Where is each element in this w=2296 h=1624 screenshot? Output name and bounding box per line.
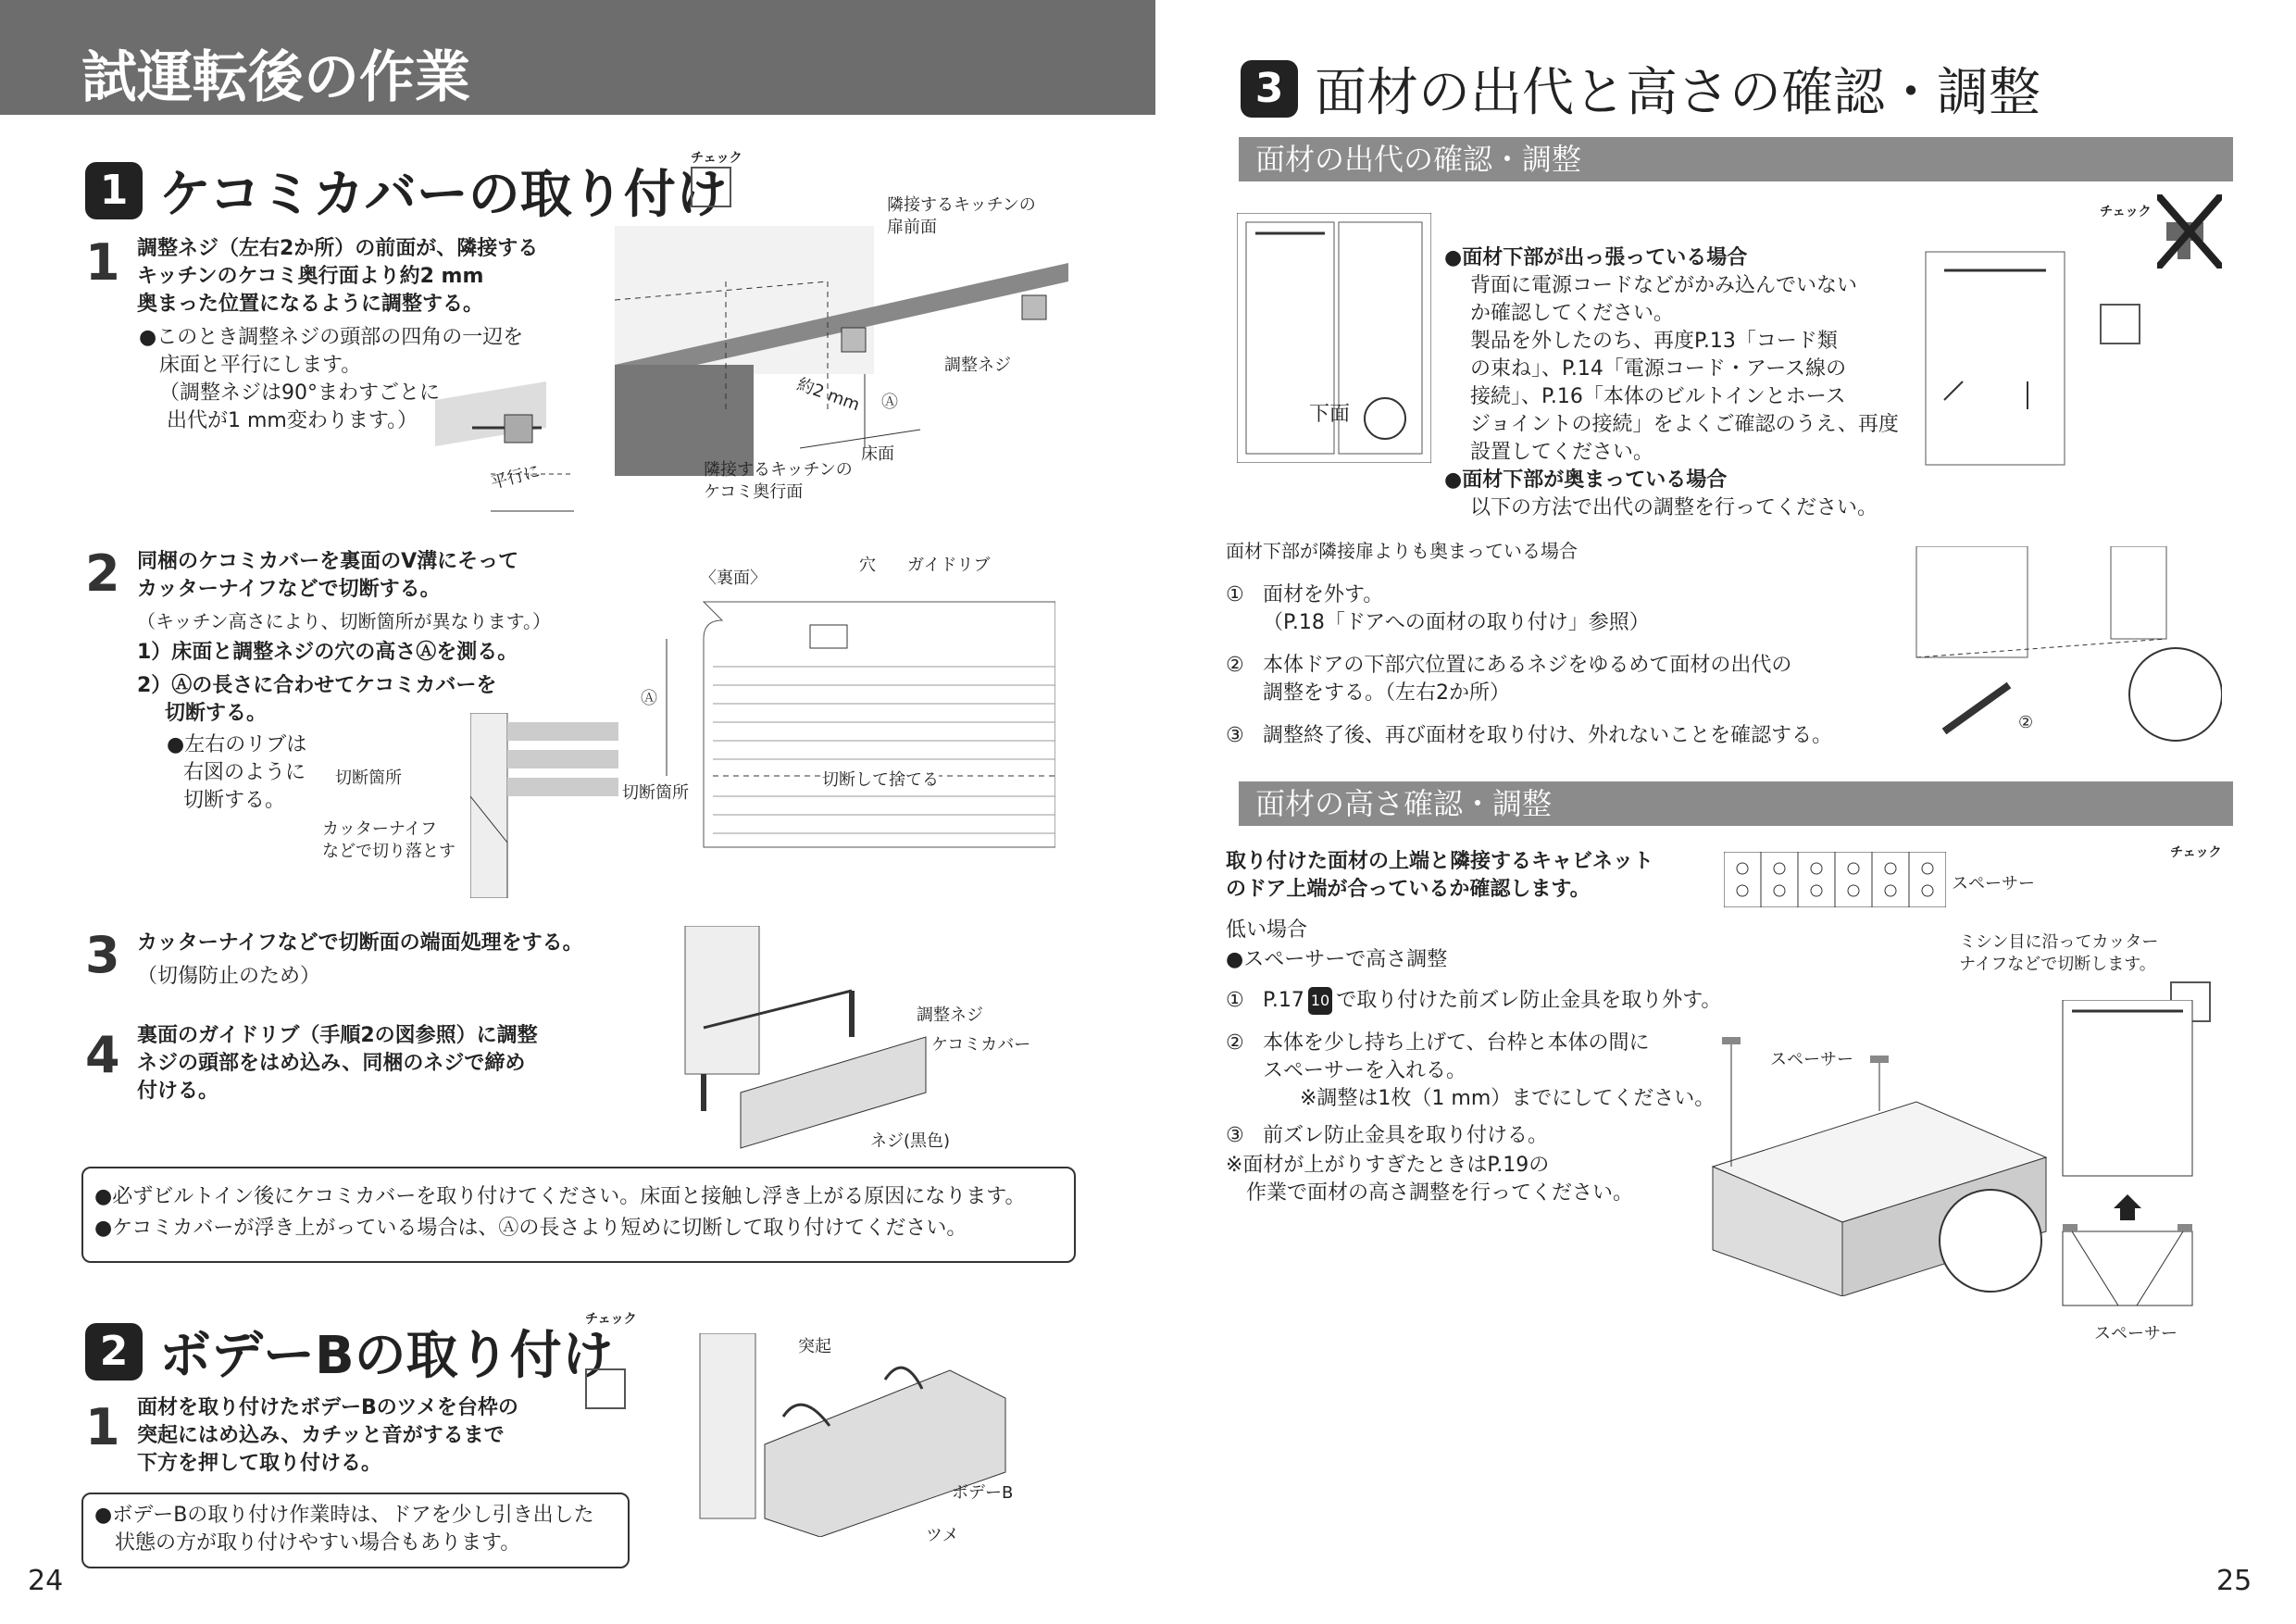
text-line: ●このとき調整ネジの頭部の四角の一辺を: [139, 326, 524, 349]
rib-note: ●左右のリブは 右図のように 切断する。: [167, 733, 307, 812]
page-ref-badge: 10: [1308, 987, 1332, 1015]
sec2-note-box: [81, 1493, 630, 1568]
note-line: 状態の方が取り付けやすい場合もあります。: [115, 1531, 521, 1555]
sec2-step-1-text: 面材を取り付けたボデーBのツメを台枠の 突起にはめ込み、カチッと音がするまで 下方を押して取り付ける。: [137, 1396, 518, 1475]
fig-label: 下面: [1309, 403, 1351, 426]
step-number: 1: [85, 1398, 120, 1456]
text-line: キッチンのケコミ奥行面より約2 mm: [137, 265, 484, 288]
fig-label: 約2 mm: [794, 374, 863, 416]
height-steps: ① P.17 10 で取り付けた前ズレ防止金具を取り外す。 ② 本体を少し持ち上げて、台枠と本体の間に スペーサーを入れる。 ※調整は1枚（1 mm）までにしてください。 ③ 前ズレ防止金具を取り付ける。: [1226, 989, 1722, 1147]
fig-label: カッターナイフ などで切り落とす: [322, 819, 455, 861]
height-intro: 取り付けた面材の上端と隣接するキャビネット のドア上端が合っているか確認します。: [1226, 850, 1654, 901]
no-drill-icon: [2157, 194, 2222, 269]
fig-label: Ⓐ: [881, 393, 898, 412]
low-bullet: ●スペーサーで高さ調整: [1226, 948, 1448, 971]
fig-label: 調整ネジ: [944, 356, 1011, 375]
text-line: 奥まった位置になるように調整する。: [137, 293, 484, 316]
fig-label: 切断箇所: [335, 768, 402, 788]
page-title: 試運転後の作業: [81, 45, 470, 110]
fig-label: スペーサー: [2094, 1324, 2177, 1343]
case-2-text: 以下の方法で出代の調整を行ってください。: [1470, 496, 1878, 519]
step-3-sub: （切傷防止のため）: [137, 965, 321, 988]
note-line: ●ケコミカバーが浮き上がっている場合は、Ⓐの長さより短めに切断して取り付けてください。: [94, 1217, 967, 1240]
spacer-note: ミシン目に沿ってカッター ナイフなどで切断します。: [1959, 932, 2159, 974]
fig-label: 床面: [861, 444, 894, 464]
page-number: 24: [28, 1565, 64, 1597]
check-label: チェック: [2170, 845, 2222, 860]
check-label: チェック: [691, 151, 742, 166]
case-1-title: ●面材下部が出っ張っている場合: [1444, 246, 1748, 269]
fig-label: 突起: [798, 1337, 831, 1356]
section-3-heading: [1241, 52, 2040, 126]
spacer-placement-figure: [2053, 1000, 2202, 1315]
recess-steps: ① 面材を外す。 （P.18「ドアへの面材の取り付け」参照） ② 本体ドアの下部穴位置にあるネジをゆるめて面材の出代の 調整をする。（左右2か所） ③ 調整終了後、再び面材を取り付け、外れないことを確認する。: [1226, 583, 1833, 747]
page-number: 25: [2216, 1565, 2252, 1597]
checkbox-icon[interactable]: [585, 1368, 626, 1409]
step-2-text: [137, 548, 518, 604]
screw-adjust-figure: [1907, 546, 2222, 750]
recess-title: 面材下部が隣接扉よりも奥まっている場合: [1226, 540, 1578, 562]
fig-label: 隣接するキッチンの ケコミ奥行面: [704, 460, 853, 502]
step-number: 4: [85, 1026, 120, 1084]
fig-label: ツメ: [926, 1526, 959, 1545]
check-label: チェック: [585, 1312, 637, 1327]
step-4-text: 裏面のガイドリブ（手順2の図参照）に調整 ネジの頭部をはめ込み、同梱のネジで締め 付ける。: [137, 1024, 538, 1103]
checkbox-icon[interactable]: [2100, 304, 2140, 344]
band-overhang: 面材の出代の確認・調整: [1239, 137, 2233, 181]
fig-label: スペーサー: [1770, 1050, 1853, 1069]
notes-box: [81, 1167, 1076, 1263]
fig-label: 切断箇所: [622, 783, 689, 803]
step-1-text: [137, 235, 538, 319]
kick-cover-attach-figure: [667, 926, 944, 1157]
section-2-title: ボデーBの取り付け: [159, 1326, 614, 1386]
text-line: （調整ネジは90°まわすごとに: [159, 381, 440, 405]
step-3-text: カッターナイフなどで切断面の端面処理をする。: [137, 931, 583, 955]
frame-spacer-figure: [1703, 1018, 2055, 1296]
fig-label: スペーサー: [1952, 874, 2035, 893]
note-line: ●ボデーBの取り付け作業時は、ドアを少し引き出した: [94, 1504, 594, 1527]
fig-label: 〈裏面〉: [700, 568, 767, 588]
low-case: 低い場合: [1226, 918, 1308, 942]
text-line: 床面と平行にします。: [159, 354, 362, 377]
step-2-item-1: 1）床面と調整ネジの穴の高さⒶを測る。: [137, 641, 518, 664]
band-height: 面材の高さ確認・調整: [1239, 781, 2233, 826]
parallel-label: 平行に: [489, 461, 543, 493]
fig-label: ②: [2018, 713, 2034, 732]
rib-figure: [470, 713, 618, 898]
step-number: 2: [85, 544, 120, 603]
case-1-text: 背面に電源コードなどがかみ込んでいない か確認してください。 製品を外したのち、再度P.13「コード類 の束ね」、P.14「電源コード・アース線の 接続」、P.16「本体のビルトインとホース ジョイントの接続」をよくご確認のうえ、再度 設置してください。: [1470, 274, 1899, 464]
step-2-item-2: 2）Ⓐの長さに合わせてケコミカバーを 切断する。: [137, 674, 497, 725]
case-2-title: ●面材下部が奥まっている場合: [1444, 468, 1728, 492]
parallel-figure: [435, 381, 583, 520]
fig-label: Ⓐ: [641, 689, 657, 708]
step-number: 3: [85, 926, 120, 984]
spacer-sheet-figure: [1724, 852, 1946, 907]
checkbox-icon[interactable]: [691, 167, 731, 207]
fig-label: ボデーB: [952, 1483, 1014, 1503]
text-line: 同梱のケコミカバーを裏面のV溝にそって: [137, 550, 519, 573]
step-2-sub: （キッチン高さにより、切断箇所が異なります。）: [137, 610, 551, 632]
fig-label: 切断して捨てる: [822, 767, 939, 791]
text-line: 調整ネジ（左右2か所）の前面が、隣接する: [137, 237, 539, 260]
body-b-figure: [681, 1333, 1015, 1537]
fig-label: 隣接するキッチンの 扉前面: [887, 195, 1036, 237]
fig-label: ガイドリブ: [907, 556, 991, 575]
text-line: 出代が1 mm変わります。）: [167, 409, 418, 432]
section-1-title: ケコミカバーの取り付け: [159, 165, 728, 225]
check-label: チェック: [2100, 205, 2152, 219]
section-1-heading: [85, 154, 728, 228]
overhang-figure: [1916, 243, 2074, 474]
section-2-number: 2: [85, 1323, 143, 1380]
height-footnote: ※面材が上がりすぎたときはP.19の 作業で面材の高さ調整を行ってください。: [1226, 1154, 1634, 1205]
text-line: カッターナイフなどで切断する。: [137, 578, 441, 601]
fig-label: ネジ(黒色): [870, 1131, 951, 1151]
section-3-number: 3: [1241, 60, 1298, 118]
fig-label: ケコミカバー: [931, 1035, 1031, 1055]
section-2-heading: [85, 1315, 614, 1389]
section-1-number: 1: [85, 162, 143, 219]
cover-back-figure: [648, 583, 1055, 852]
note-line: ●必ずビルトイン後にケコミカバーを取り付けてください。床面と接触し浮き上がる原因になります。: [94, 1185, 1026, 1208]
fig-label: 穴: [859, 556, 876, 575]
step-number: 1: [85, 233, 120, 292]
fig-label: 調整ネジ: [917, 1006, 983, 1025]
section-3-title: 面材の出代と高さの確認・調整: [1315, 63, 2040, 123]
